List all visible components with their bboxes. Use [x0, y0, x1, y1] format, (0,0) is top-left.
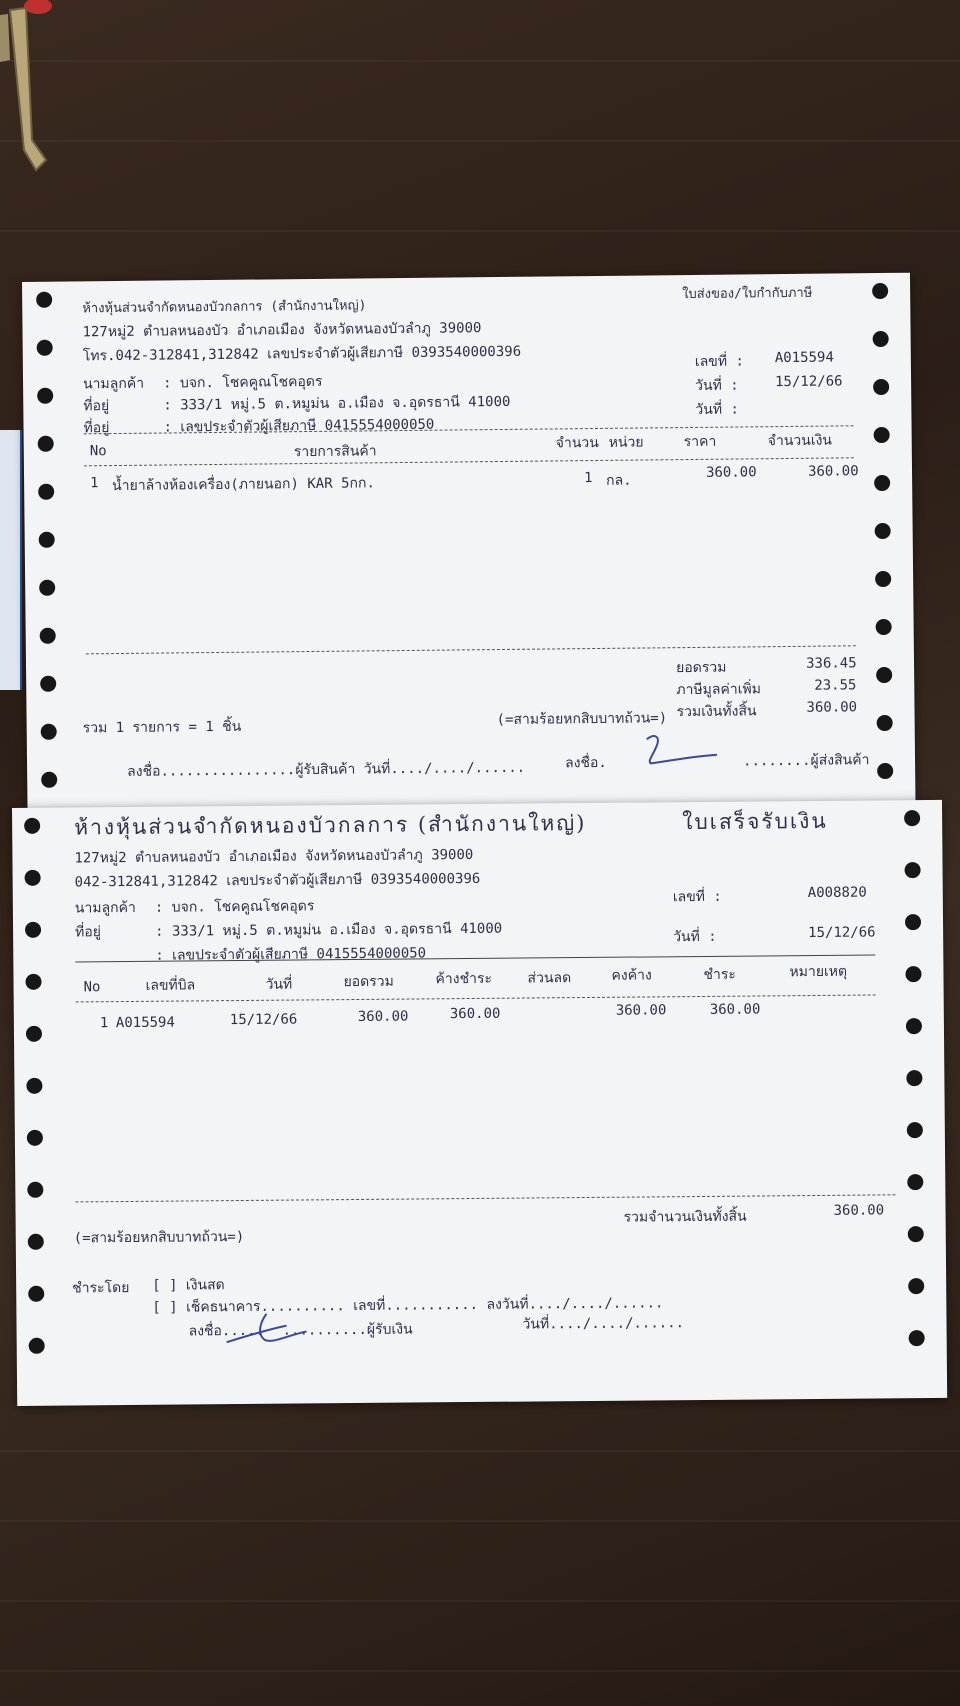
col-remain: คงค้าง — [611, 967, 652, 984]
item-price: 360.00 — [705, 464, 757, 481]
address-label-2: ที่อยู่ — [83, 420, 110, 437]
customer-label: นามลูกค้า — [74, 899, 136, 917]
item-count: รวม 1 รายการ = 1 ชิ้น — [82, 718, 242, 737]
receipt-sign-date: วันที่..../..../...... — [522, 1315, 685, 1333]
cheque-option: [ ] เช็คธนาคาร.......... เลขที่........... ลงวันที่..../..../...... — [152, 1295, 664, 1316]
row-paid: 360.00 — [709, 1001, 761, 1018]
key-image — [0, 0, 60, 175]
company-phone-tax: 042-312841,312842 เลขประจำตัวผู้เสียภาษี 0393540000396 — [74, 870, 481, 891]
payment-method-label: ชำระโดย — [72, 1279, 130, 1297]
customer-tax-id: : เลขประจำตัวผู้เสียภาษี 0415554000050 — [163, 416, 435, 436]
receipt-number-label: เลขที่ : — [672, 888, 722, 906]
col-price: ราคา — [683, 433, 717, 451]
divider — [86, 645, 856, 654]
sender-signature-suffix: ........ผู้ส่งสินค้า — [742, 752, 870, 770]
col-unit: หน่วย — [608, 434, 644, 451]
subtotal-value: 336.45 — [805, 655, 857, 672]
item-unit: กล. — [606, 472, 632, 489]
receipt-date-label: วันที่ : — [673, 928, 717, 946]
row-no: 1 — [99, 1015, 109, 1032]
col-qty: จำนวน — [555, 434, 599, 452]
company-name: ห้างหุ้นส่วนจำกัดหนองบัวกลการ (สำนักงานใหญ่) — [82, 298, 367, 317]
row-date: 15/12/66 — [229, 1011, 298, 1029]
vat-label: ภาษีมูลค่าเพิ่ม — [676, 681, 761, 699]
receipt-number: A008820 — [807, 884, 867, 902]
invoice-number: A015594 — [774, 349, 834, 367]
left-tractor-holes — [36, 282, 62, 812]
company-name: ห้างหุ้นส่วนจำกัดหนองบัวกลการ (สำนักงานใหญ่) — [74, 810, 587, 840]
sender-signature-prefix: ลงชื่อ. — [564, 754, 607, 772]
divider — [75, 1194, 895, 1202]
invoice-number-label: เลขที่ : — [694, 353, 744, 370]
invoice-date-label: วันที่ : — [695, 377, 739, 394]
grand-total-value: 360.00 — [806, 699, 858, 716]
col-due: ค้างชำระ — [435, 970, 493, 988]
amount-in-words: (=สามร้อยหกสิบบาทถ้วน=) — [73, 1228, 245, 1247]
receipt-sheet — [12, 800, 947, 1406]
col-date: วันที่ — [265, 976, 293, 993]
col-paid: ชำระ — [703, 966, 736, 983]
right-tractor-holes — [904, 800, 929, 1398]
row-bill-no: A015594 — [115, 1014, 175, 1032]
invoice-date2-label: วันที่ : — [695, 401, 739, 418]
cash-option: [ ] เงินสด — [152, 1277, 225, 1294]
vat-value: 23.55 — [814, 677, 857, 694]
document-type: ใบเสร็จรับเงิน — [682, 808, 828, 835]
row-total: 360.00 — [357, 1008, 409, 1025]
receiver-signature-line: ลงชื่อ................ผู้รับสินค้า วันที่..../..../...... — [127, 759, 526, 780]
address-label: ที่อยู่ — [75, 924, 102, 941]
right-tractor-holes — [872, 273, 898, 803]
col-note: หมายเหตุ — [789, 963, 848, 981]
invoice-sheet — [22, 273, 916, 812]
receiver-signature-suffix: ..........ผู้รับเงิน — [282, 1321, 413, 1339]
row-due: 360.00 — [449, 1005, 501, 1023]
invoice-date: 15/12/66 — [775, 373, 843, 391]
col-total: ยอดรวม — [343, 973, 394, 991]
company-address: 127หมู่2 ตำบลหนองบัว อำเภอเมือง จังหวัดหนองบัวลำภู 39000 — [74, 846, 474, 867]
document-type: ใบส่งของ/ใบกำกับภาษี — [682, 285, 813, 303]
grand-total-label: รวมเงินทั้งสิ้น — [676, 703, 757, 721]
left-tractor-holes — [24, 808, 49, 1406]
sender-signature-image — [617, 731, 737, 772]
col-discount: ส่วนลด — [527, 970, 572, 987]
grand-total-value: 360.00 — [833, 1202, 885, 1219]
receiver-signature-image — [216, 1305, 326, 1350]
item-no: 1 — [90, 475, 99, 492]
receiver-signature-prefix: ลงชื่อ..... — [188, 1322, 265, 1340]
grand-total-label: รวมจำนวนเงินทั้งสิ้น — [623, 1208, 747, 1226]
customer-address: : 333/1 หมู่.5 ต.หมูม่น อ.เมือง จ.อุดรธานี 41000 — [163, 393, 511, 414]
receipt-date: 15/12/66 — [808, 924, 876, 942]
address-label: ที่อยู่ — [83, 398, 110, 415]
customer-name: : บจก. โชคคูณโชคอุดร — [162, 373, 323, 392]
blue-paper-edge — [0, 430, 22, 690]
customer-label: นามลูกค้า — [82, 375, 145, 393]
customer-address: : 333/1 หมู่.5 ต.หมูม่น อ.เมือง จ.อุดรธานี 41000 — [155, 920, 503, 940]
company-address: 127หมู่2 ตำบลหนองบัว อำเภอเมือง จังหวัดหนองบัวลำภู 39000 — [82, 320, 482, 341]
col-no: No — [83, 979, 101, 996]
subtotal-label: ยอดรวม — [675, 659, 727, 677]
customer-tax-id: : เลขประจำตัวผู้เสียภาษี 0415554000050 — [155, 945, 427, 964]
col-no: No — [89, 443, 107, 460]
col-bill-no: เลขที่บิล — [145, 977, 196, 994]
item-description: น้ำยาล้างห้องเครื่อง(ภายนอก) KAR 5กก. — [112, 475, 375, 495]
customer-name: : บจก. โชคคูณโชคอุดร — [154, 898, 315, 916]
col-amount: จำนวนเงิน — [767, 432, 833, 450]
col-description: รายการสินค้า — [293, 443, 377, 461]
item-amount: 360.00 — [807, 463, 859, 480]
row-remain: 360.00 — [615, 1002, 667, 1019]
company-phone-tax: โทร.042-312841,312842 เลขประจำตัวผู้เสียภาษี 0393540000396 — [82, 343, 522, 365]
amount-in-words: (=สามร้อยหกสิบบาทถ้วน=) — [496, 710, 668, 729]
item-qty: 1 — [584, 470, 593, 487]
